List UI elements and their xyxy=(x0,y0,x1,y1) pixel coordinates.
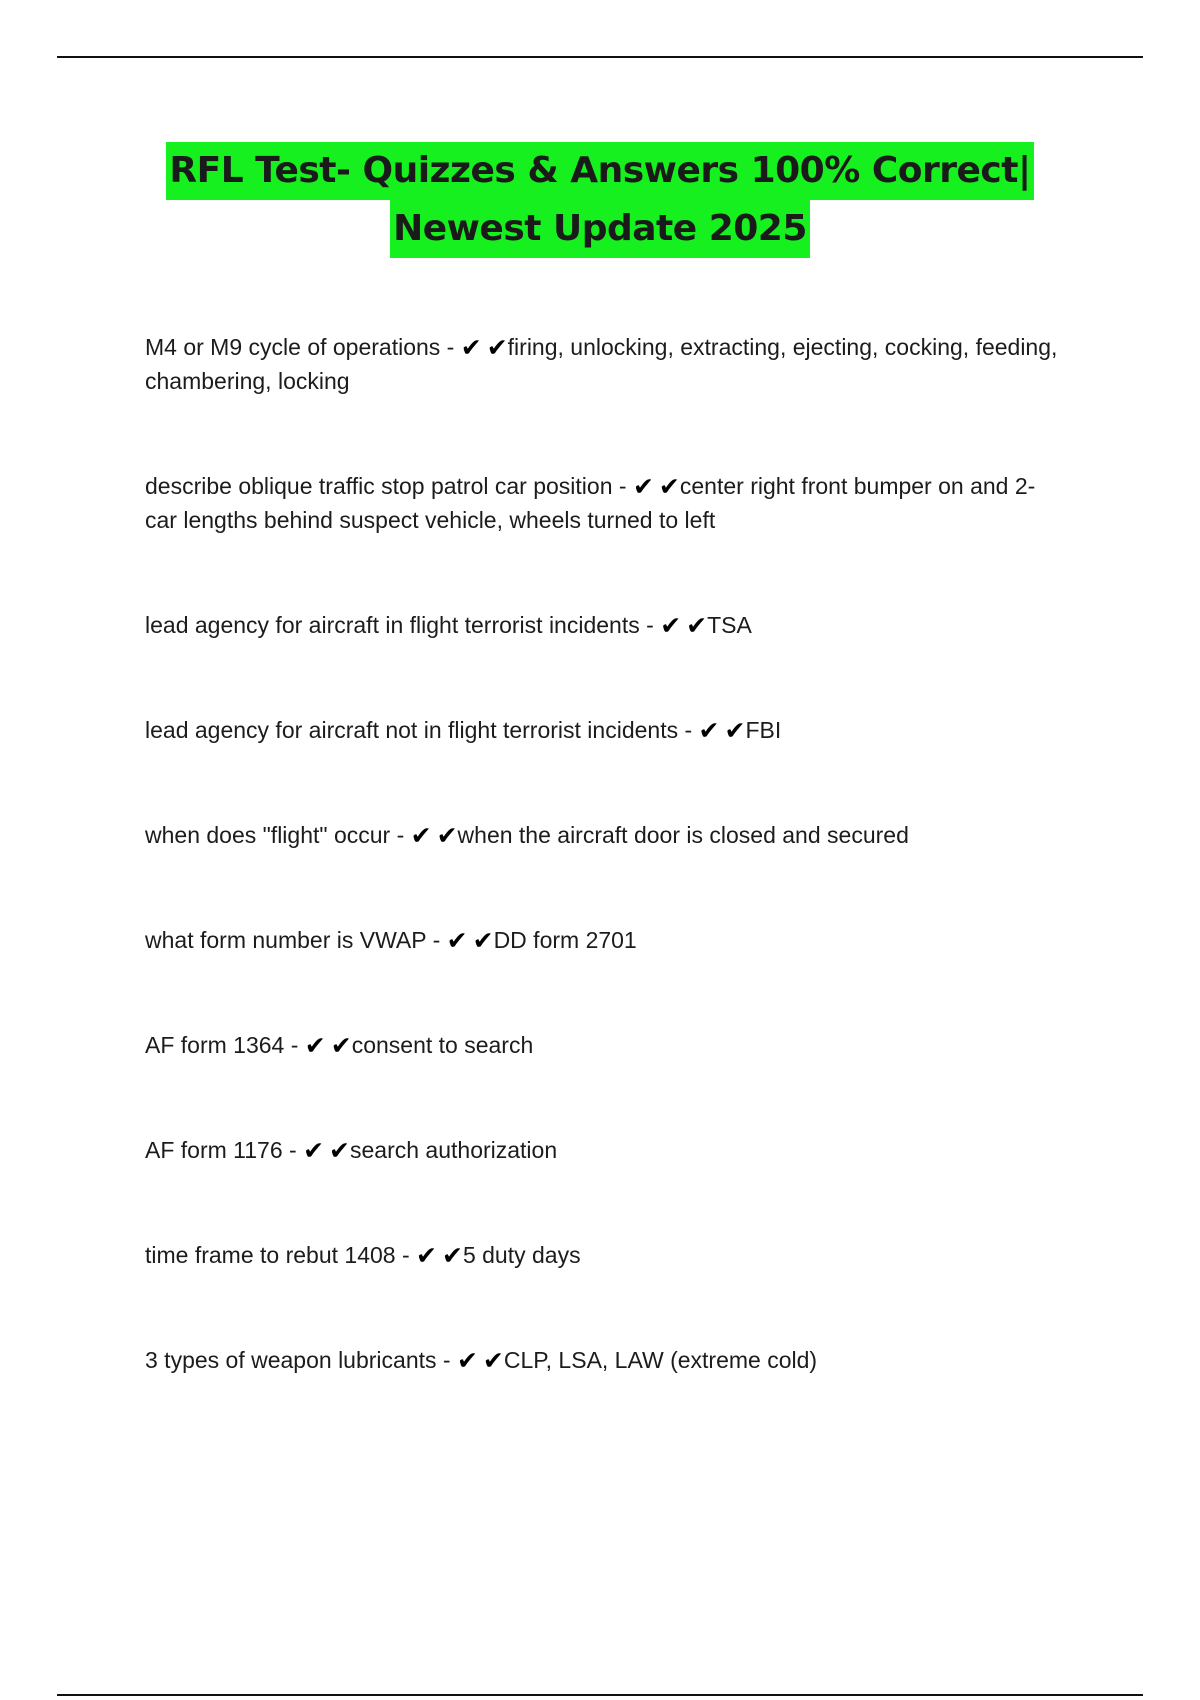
question-text: 3 types of weapon lubricants xyxy=(145,1347,437,1373)
page-title xyxy=(0,142,1200,258)
check-icon: ✔ xyxy=(456,1346,478,1375)
separator: - xyxy=(639,612,661,638)
check-icon: ✔ xyxy=(416,1241,437,1270)
separator: - xyxy=(282,1137,304,1163)
qa-item xyxy=(145,1133,1065,1167)
answer-text: CLP, LSA, LAW (extreme cold) xyxy=(503,1347,818,1373)
answer-text: 5 duty days xyxy=(462,1242,581,1268)
qa-item xyxy=(145,608,1065,642)
title-line-1: RFL Test- Quizzes & Answers 100% Correct| xyxy=(166,142,1033,200)
check-icon: ✔ xyxy=(472,926,494,955)
check-icon: ✔ xyxy=(446,926,468,955)
question-text: AF form 1176 xyxy=(145,1137,283,1163)
qa-item xyxy=(145,330,1065,398)
check-icon: ✔ xyxy=(304,1031,326,1060)
question-text: describe oblique traffic stop patrol car position xyxy=(145,473,613,499)
answer-text: firing, unlocking, extracting, ejecting, cocking, feeding, chambering, locking xyxy=(145,334,1058,394)
title-line-2: Newest Update 2025 xyxy=(390,200,810,258)
question-text: lead agency for aircraft not in flight terrorist incidents xyxy=(145,717,679,743)
check-icon: ✔ xyxy=(441,1241,463,1270)
top-rule xyxy=(57,56,1143,58)
check-icon: ✔ xyxy=(436,821,458,850)
qa-item xyxy=(145,1238,1065,1272)
answer-text: DD form 2701 xyxy=(493,927,637,953)
qa-item xyxy=(145,469,1065,537)
qa-item xyxy=(145,1343,1065,1377)
check-icon: ✔ xyxy=(686,611,708,640)
separator: - xyxy=(440,334,461,360)
answer-text: center right front bumper on and 2-car lengths behind suspect vehicle, wheels turned to left xyxy=(145,473,1036,533)
qa-item xyxy=(145,713,1065,747)
qa-item xyxy=(145,818,1065,852)
separator: - xyxy=(390,822,411,848)
question-text: what form number is VWAP xyxy=(145,927,427,953)
check-icon: ✔ xyxy=(632,472,654,501)
answer-text: FBI xyxy=(745,717,782,743)
separator: - xyxy=(395,1242,417,1268)
separator: - xyxy=(612,473,633,499)
check-icon: ✔ xyxy=(460,333,482,362)
answer-text: when the aircraft door is closed and secured xyxy=(457,822,909,848)
check-icon: ✔ xyxy=(486,333,508,362)
answer-text: search authorization xyxy=(350,1137,558,1163)
check-icon: ✔ xyxy=(303,1136,325,1165)
separator: - xyxy=(284,1032,305,1058)
answer-text: consent to search xyxy=(351,1032,534,1058)
qa-list xyxy=(145,330,1065,1448)
question-text: when does "flight" occur xyxy=(145,822,391,848)
qa-item xyxy=(145,923,1065,957)
separator: - xyxy=(678,717,699,743)
qa-item xyxy=(145,1028,1065,1062)
answer-text: TSA xyxy=(707,612,752,638)
question-text: lead agency for aircraft in flight terrorist incidents xyxy=(145,612,640,638)
check-icon: ✔ xyxy=(329,1136,350,1165)
check-icon: ✔ xyxy=(698,716,720,745)
separator: - xyxy=(426,927,447,953)
check-icon: ✔ xyxy=(658,472,680,501)
check-icon: ✔ xyxy=(330,1031,352,1060)
question-text: time frame to rebut 1408 xyxy=(145,1242,396,1268)
separator: - xyxy=(436,1347,457,1373)
question-text: M4 or M9 cycle of operations xyxy=(145,334,441,360)
check-icon: ✔ xyxy=(660,611,682,640)
question-text: AF form 1364 xyxy=(145,1032,285,1058)
check-icon: ✔ xyxy=(724,716,746,745)
check-icon: ✔ xyxy=(482,1346,504,1375)
check-icon: ✔ xyxy=(410,821,432,850)
bottom-rule xyxy=(57,1694,1143,1696)
